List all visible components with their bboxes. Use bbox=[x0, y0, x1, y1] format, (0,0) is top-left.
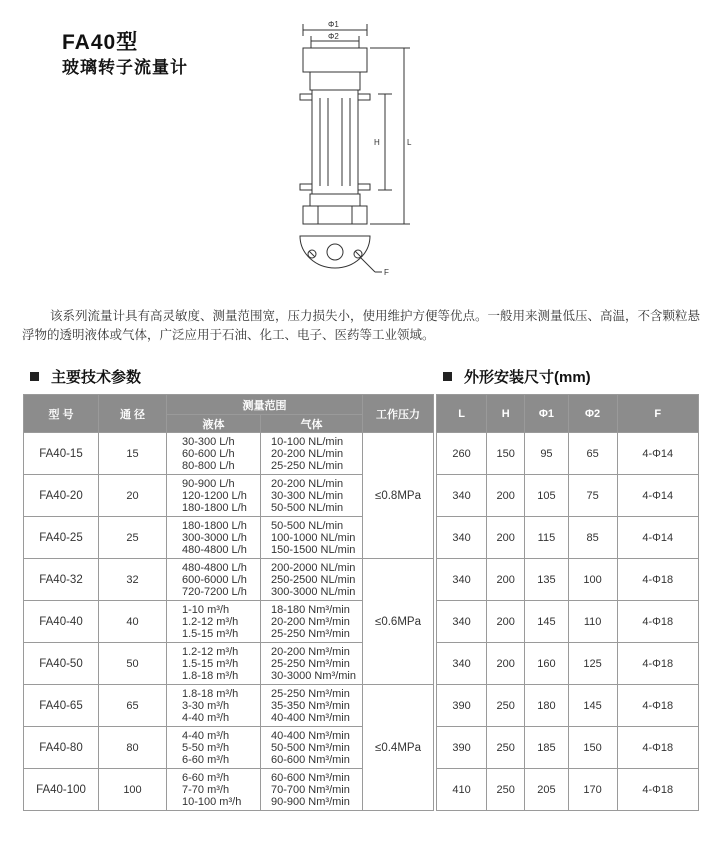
liquid-range-cell bbox=[167, 559, 261, 601]
dim-cell: 150 bbox=[568, 727, 617, 769]
dim-cell: 135 bbox=[525, 559, 568, 601]
dim-cell: 390 bbox=[437, 727, 487, 769]
dim-header-phi1: Φ1 bbox=[525, 395, 568, 433]
header-model: 型 号 bbox=[24, 395, 99, 433]
dim-cell: 4-Φ18 bbox=[617, 643, 698, 685]
gas-range-value: 35-350 Nm³/min bbox=[271, 699, 350, 712]
dim-cell: 105 bbox=[525, 475, 568, 517]
table-row bbox=[437, 475, 699, 517]
liquid-range-value: 1-10 m³/h bbox=[182, 603, 230, 616]
params-table bbox=[23, 394, 434, 811]
section-params-heading bbox=[30, 366, 141, 387]
dim-cell: 4-Φ14 bbox=[617, 475, 698, 517]
gas-range-cell bbox=[261, 433, 363, 475]
dim-cell: 390 bbox=[437, 685, 487, 727]
dim-cell: 205 bbox=[525, 769, 568, 811]
model-cell: FA40-20 bbox=[24, 475, 99, 517]
l-label: L bbox=[407, 138, 412, 147]
header-liquid: 液体 bbox=[167, 415, 261, 433]
gas-range-value: 60-600 Nm³/min bbox=[271, 753, 350, 766]
gas-range-value: 50-500 NL/min bbox=[271, 501, 344, 514]
f-label: F bbox=[384, 268, 389, 277]
liquid-range-value: 5-50 m³/h bbox=[182, 741, 230, 754]
dim-cell: 200 bbox=[487, 559, 525, 601]
h-label: H bbox=[374, 138, 380, 147]
gas-range-value: 40-400 Nm³/min bbox=[271, 711, 350, 724]
table-row bbox=[437, 643, 699, 685]
flowmeter-drawing bbox=[270, 14, 440, 284]
product-title: FA40型 bbox=[62, 31, 139, 54]
table-row bbox=[24, 685, 434, 727]
dim-cell: 250 bbox=[487, 769, 525, 811]
table-row bbox=[437, 685, 699, 727]
pressure-cell: ≤0.8MPa bbox=[363, 433, 434, 559]
gas-range-cell bbox=[261, 769, 363, 811]
dim-cell: 250 bbox=[487, 685, 525, 727]
gas-range-cell bbox=[261, 559, 363, 601]
gas-range-cell bbox=[261, 475, 363, 517]
dim-cell: 260 bbox=[437, 433, 487, 475]
table-row bbox=[437, 601, 699, 643]
dim-cell: 340 bbox=[437, 559, 487, 601]
liquid-range-value: 80-800 L/h bbox=[182, 459, 235, 472]
gas-range-value: 20-200 Nm³/min bbox=[271, 615, 350, 628]
liquid-range-cell bbox=[167, 433, 261, 475]
dim-cell: 250 bbox=[487, 727, 525, 769]
gas-range-value: 90-900 Nm³/min bbox=[271, 795, 350, 808]
dim-cell: 4-Φ18 bbox=[617, 727, 698, 769]
liquid-range-value: 300-3000 L/h bbox=[182, 531, 247, 544]
liquid-range-value: 1.8-18 m³/h bbox=[182, 687, 239, 700]
gas-range-value: 300-3000 NL/min bbox=[271, 585, 356, 598]
liquid-range-value: 30-300 L/h bbox=[182, 435, 235, 448]
product-subtitle: 玻璃转子流量计 bbox=[62, 58, 188, 77]
phi1-label: Φ1 bbox=[328, 20, 339, 29]
gas-range-value: 250-2500 NL/min bbox=[271, 573, 356, 586]
dim-cell: 95 bbox=[525, 433, 568, 475]
model-cell: FA40-80 bbox=[24, 727, 99, 769]
dim-cell: 170 bbox=[568, 769, 617, 811]
model-cell: FA40-25 bbox=[24, 517, 99, 559]
gas-range-cell bbox=[261, 601, 363, 643]
dim-cell: 200 bbox=[487, 475, 525, 517]
liquid-range-value: 3-30 m³/h bbox=[182, 699, 230, 712]
gas-range-value: 30-3000 Nm³/min bbox=[271, 669, 356, 682]
dim-cell: 340 bbox=[437, 643, 487, 685]
liquid-range-value: 90-900 L/h bbox=[182, 477, 235, 490]
dim-cell: 340 bbox=[437, 601, 487, 643]
model-cell: FA40-50 bbox=[24, 643, 99, 685]
liquid-range-value: 180-1800 L/h bbox=[182, 501, 247, 514]
liquid-range-value: 6-60 m³/h bbox=[182, 753, 230, 766]
liquid-range-value: 4-40 m³/h bbox=[182, 711, 230, 724]
liquid-range-value: 1.2-12 m³/h bbox=[182, 645, 239, 658]
gas-range-value: 25-250 Nm³/min bbox=[271, 627, 350, 640]
dim-cell: 4-Φ14 bbox=[617, 517, 698, 559]
dim-cell: 115 bbox=[525, 517, 568, 559]
gas-range-value: 18-180 Nm³/min bbox=[271, 603, 350, 616]
gas-range-value: 20-200 NL/min bbox=[271, 447, 344, 460]
bore-cell: 100 bbox=[99, 769, 167, 811]
dim-cell: 4-Φ18 bbox=[617, 601, 698, 643]
liquid-range-value: 7-70 m³/h bbox=[182, 783, 230, 796]
section-dims-heading bbox=[443, 366, 591, 387]
liquid-range-cell bbox=[167, 685, 261, 727]
section-params-label: 主要技术参数 bbox=[51, 369, 142, 386]
table-row bbox=[437, 727, 699, 769]
gas-range-value: 50-500 NL/min bbox=[271, 519, 344, 532]
bore-cell: 65 bbox=[99, 685, 167, 727]
liquid-range-value: 120-1200 L/h bbox=[182, 489, 247, 502]
liquid-range-cell bbox=[167, 643, 261, 685]
dim-header-h: H bbox=[487, 395, 525, 433]
bullet-square-icon bbox=[30, 372, 39, 381]
bore-cell: 15 bbox=[99, 433, 167, 475]
bore-cell: 20 bbox=[99, 475, 167, 517]
model-cell: FA40-32 bbox=[24, 559, 99, 601]
liquid-range-value: 4-40 m³/h bbox=[182, 729, 230, 742]
gas-range-value: 25-250 Nm³/min bbox=[271, 687, 350, 700]
section-dims-label: 外形安装尺寸(mm) bbox=[464, 369, 591, 386]
gas-range-value: 10-100 NL/min bbox=[271, 435, 344, 448]
table-row bbox=[24, 433, 434, 475]
table-row bbox=[437, 559, 699, 601]
bore-cell: 80 bbox=[99, 727, 167, 769]
bore-cell: 32 bbox=[99, 559, 167, 601]
dim-header-l: L bbox=[437, 395, 487, 433]
dim-cell: 180 bbox=[525, 685, 568, 727]
model-cell: FA40-65 bbox=[24, 685, 99, 727]
dim-cell: 75 bbox=[568, 475, 617, 517]
dim-cell: 145 bbox=[568, 685, 617, 727]
dim-cell: 150 bbox=[487, 433, 525, 475]
gas-range-value: 25-250 NL/min bbox=[271, 459, 344, 472]
dim-cell: 4-Φ14 bbox=[617, 433, 698, 475]
gas-range-value: 30-300 NL/min bbox=[271, 489, 344, 502]
dim-cell: 110 bbox=[568, 601, 617, 643]
gas-range-value: 100-1000 NL/min bbox=[271, 531, 356, 544]
dim-cell: 200 bbox=[487, 601, 525, 643]
liquid-range-value: 480-4800 L/h bbox=[182, 561, 247, 574]
gas-range-value: 40-400 Nm³/min bbox=[271, 729, 350, 742]
gas-range-value: 20-200 NL/min bbox=[271, 477, 344, 490]
phi2-label: Φ2 bbox=[328, 32, 339, 41]
dim-cell: 340 bbox=[437, 475, 487, 517]
gas-range-cell bbox=[261, 517, 363, 559]
gas-range-value: 150-1500 NL/min bbox=[271, 543, 356, 556]
dim-header-phi2: Φ2 bbox=[568, 395, 617, 433]
dim-cell: 200 bbox=[487, 643, 525, 685]
dim-cell: 65 bbox=[568, 433, 617, 475]
dim-cell: 100 bbox=[568, 559, 617, 601]
model-cell: FA40-40 bbox=[24, 601, 99, 643]
product-description: 该系列流量计具有高灵敏度、测量范围宽，压力损失小，使用维护方便等优点。一般用来测量低压、高温，不含颗粒悬浮物的透明液体或气体，广泛应用于石油、化工、电子、医药等工业领域。 bbox=[22, 309, 701, 342]
liquid-range-cell bbox=[167, 727, 261, 769]
bore-cell: 50 bbox=[99, 643, 167, 685]
dim-cell: 200 bbox=[487, 517, 525, 559]
model-cell: FA40-100 bbox=[24, 769, 99, 811]
dim-cell: 85 bbox=[568, 517, 617, 559]
gas-range-cell bbox=[261, 685, 363, 727]
pressure-cell: ≤0.6MPa bbox=[363, 559, 434, 685]
dims-table bbox=[436, 394, 699, 811]
gas-range-value: 20-200 Nm³/min bbox=[271, 645, 350, 658]
liquid-range-cell bbox=[167, 769, 261, 811]
dim-header-f: F bbox=[617, 395, 698, 433]
dim-cell: 4-Φ18 bbox=[617, 559, 698, 601]
model-cell: FA40-15 bbox=[24, 433, 99, 475]
gas-range-value: 70-700 Nm³/min bbox=[271, 783, 350, 796]
liquid-range-cell bbox=[167, 601, 261, 643]
header-bore: 通 径 bbox=[99, 395, 167, 433]
liquid-range-value: 180-1800 L/h bbox=[182, 519, 247, 532]
table-row bbox=[24, 559, 434, 601]
gas-range-cell bbox=[261, 727, 363, 769]
liquid-range-value: 1.2-12 m³/h bbox=[182, 615, 239, 628]
header-gas: 气体 bbox=[261, 415, 363, 433]
dim-cell: 410 bbox=[437, 769, 487, 811]
header-pressure: 工作压力 bbox=[363, 395, 434, 433]
liquid-range-value: 1.8-18 m³/h bbox=[182, 669, 239, 682]
table-row bbox=[437, 769, 699, 811]
bore-cell: 40 bbox=[99, 601, 167, 643]
pressure-cell: ≤0.4MPa bbox=[363, 685, 434, 811]
liquid-range-value: 1.5-15 m³/h bbox=[182, 627, 239, 640]
table-row bbox=[437, 517, 699, 559]
liquid-range-value: 720-7200 L/h bbox=[182, 585, 247, 598]
liquid-range-cell bbox=[167, 517, 261, 559]
bullet-square-icon bbox=[443, 372, 452, 381]
liquid-range-cell bbox=[167, 475, 261, 517]
liquid-range-value: 480-4800 L/h bbox=[182, 543, 247, 556]
gas-range-value: 200-2000 NL/min bbox=[271, 561, 356, 574]
liquid-range-value: 60-600 L/h bbox=[182, 447, 235, 460]
dim-cell: 145 bbox=[525, 601, 568, 643]
dim-cell: 160 bbox=[525, 643, 568, 685]
header-range: 测量范围 bbox=[167, 395, 363, 415]
dim-cell: 4-Φ18 bbox=[617, 685, 698, 727]
dim-cell: 185 bbox=[525, 727, 568, 769]
liquid-range-value: 6-60 m³/h bbox=[182, 771, 230, 784]
dim-cell: 340 bbox=[437, 517, 487, 559]
table-row bbox=[437, 433, 699, 475]
bore-cell: 25 bbox=[99, 517, 167, 559]
gas-range-value: 50-500 Nm³/min bbox=[271, 741, 350, 754]
gas-range-value: 60-600 Nm³/min bbox=[271, 771, 350, 784]
liquid-range-value: 600-6000 L/h bbox=[182, 573, 247, 586]
gas-range-cell bbox=[261, 643, 363, 685]
liquid-range-value: 10-100 m³/h bbox=[182, 795, 242, 808]
gas-range-value: 25-250 Nm³/min bbox=[271, 657, 350, 670]
dim-cell: 4-Φ18 bbox=[617, 769, 698, 811]
liquid-range-value: 1.5-15 m³/h bbox=[182, 657, 239, 670]
dim-cell: 125 bbox=[568, 643, 617, 685]
